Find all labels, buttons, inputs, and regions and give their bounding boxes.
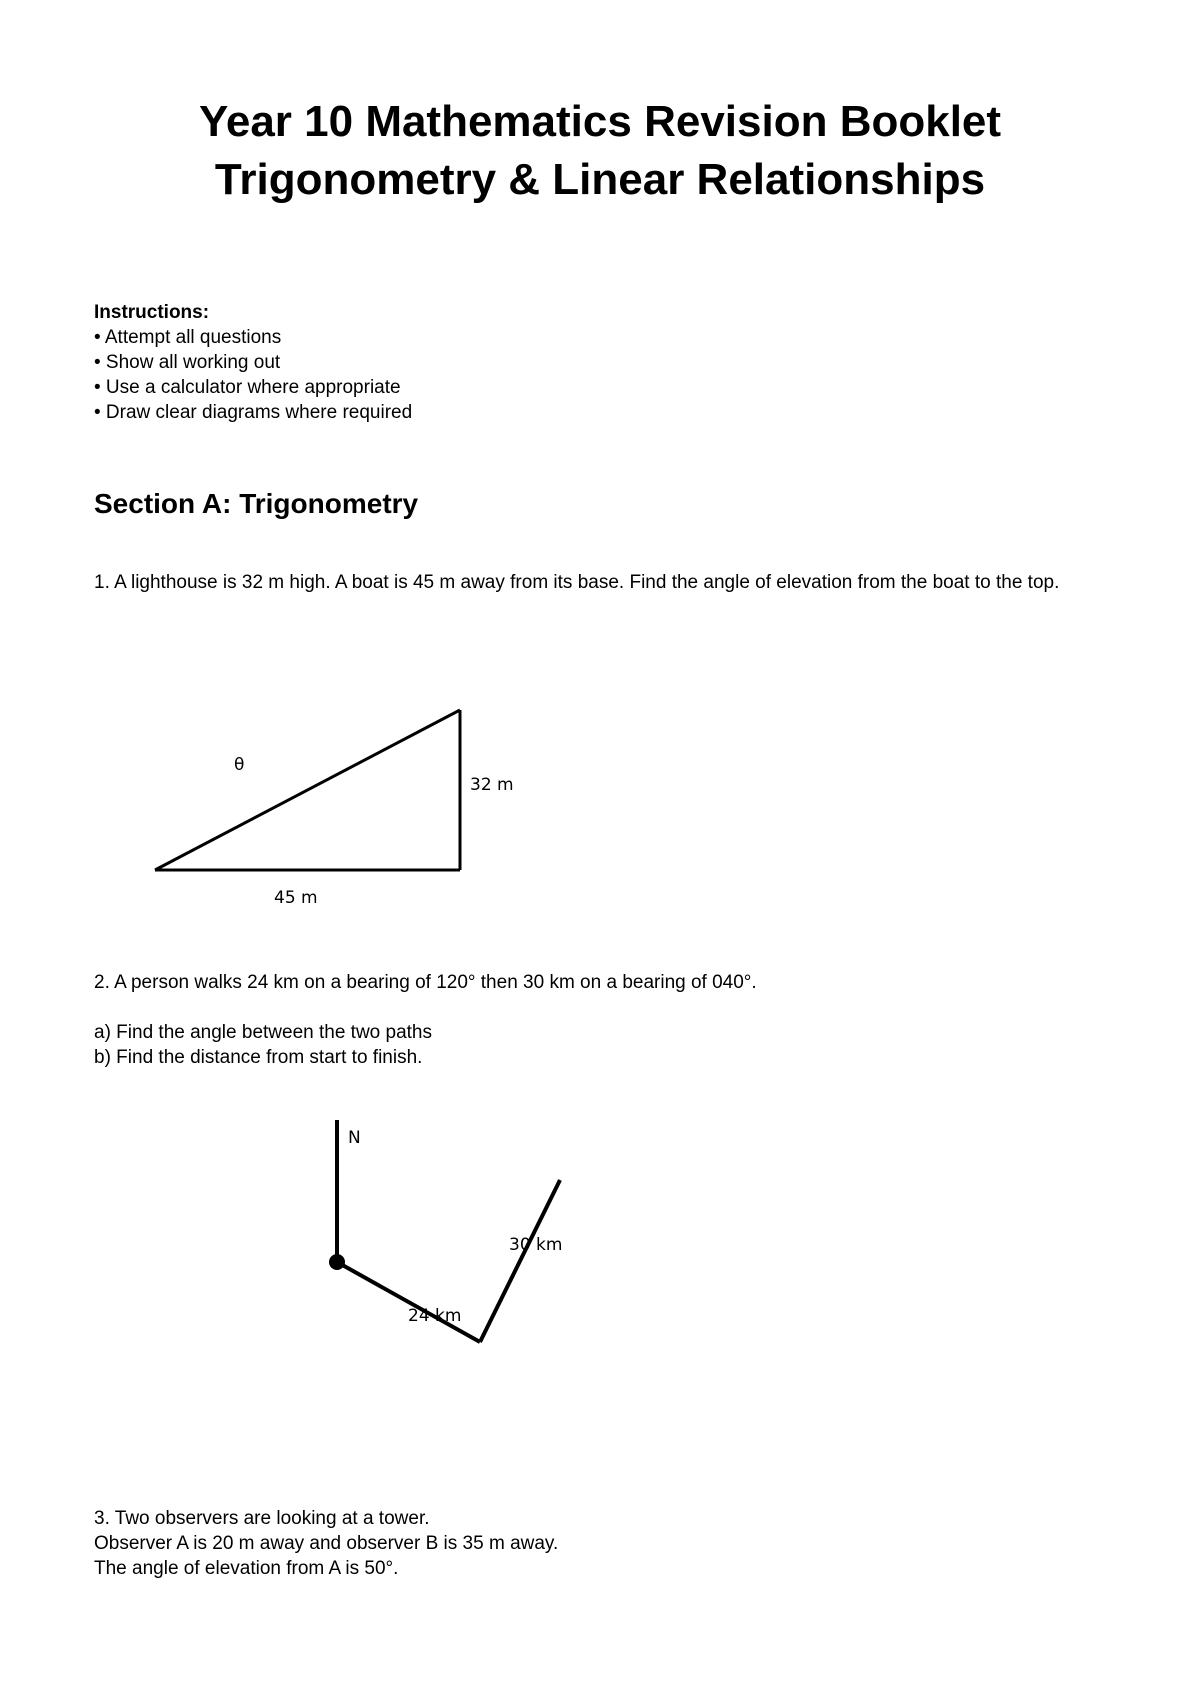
section-a-heading: Section A: Trigonometry [94,488,419,519]
booklet-title: Year 10 Mathematics Revision Booklet [198,97,1002,146]
question-3-text [94,1506,1104,1581]
lighthouse-triangle-diagram [140,700,540,920]
hypotenuse-line [155,710,460,870]
instruction-item: • Draw clear diagrams where required [94,402,413,423]
question-2-part-b: b) Find the distance from start to finish. [94,1047,423,1068]
question-3-line: Observer A is 20 m away and observer B is 35 m away. [94,1533,559,1554]
question-1-text: 1. A lighthouse is 32 m high. A boat is 45 m away from its base. Find the angle of elevation from the boat to the top. [94,572,1060,593]
instructions-heading: Instructions: [94,302,210,323]
instruction-item: • Show all working out [94,352,281,373]
question-2-parts [94,1020,1104,1070]
question-3-line: The angle of elevation from A is 50°. [94,1558,399,1579]
base-label: 45 m [274,888,318,908]
instruction-item: • Attempt all questions [94,327,282,348]
height-label: 32 m [470,775,514,795]
angle-theta-label: θ [234,755,245,775]
instructions-block [94,300,412,425]
booklet-subtitle: Trigonometry & Linear Relationships [214,155,986,204]
north-label: N [348,1128,361,1148]
leg-1-line [337,1262,480,1342]
leg-2-distance-label: 30 km [509,1235,563,1255]
leg-2-line [480,1180,563,1342]
instruction-item: • Use a calculator where appropriate [94,377,401,398]
leg-1-distance-label: 24 km [408,1306,462,1326]
bearing-diagram [300,1110,600,1360]
question-2-part-a: a) Find the angle between the two paths [94,1022,433,1043]
question-3-line: 3. Two observers are looking at a tower. [94,1508,430,1529]
question-2-text: 2. A person walks 24 km on a bearing of 120° then 30 km on a bearing of 040°. [94,972,757,993]
